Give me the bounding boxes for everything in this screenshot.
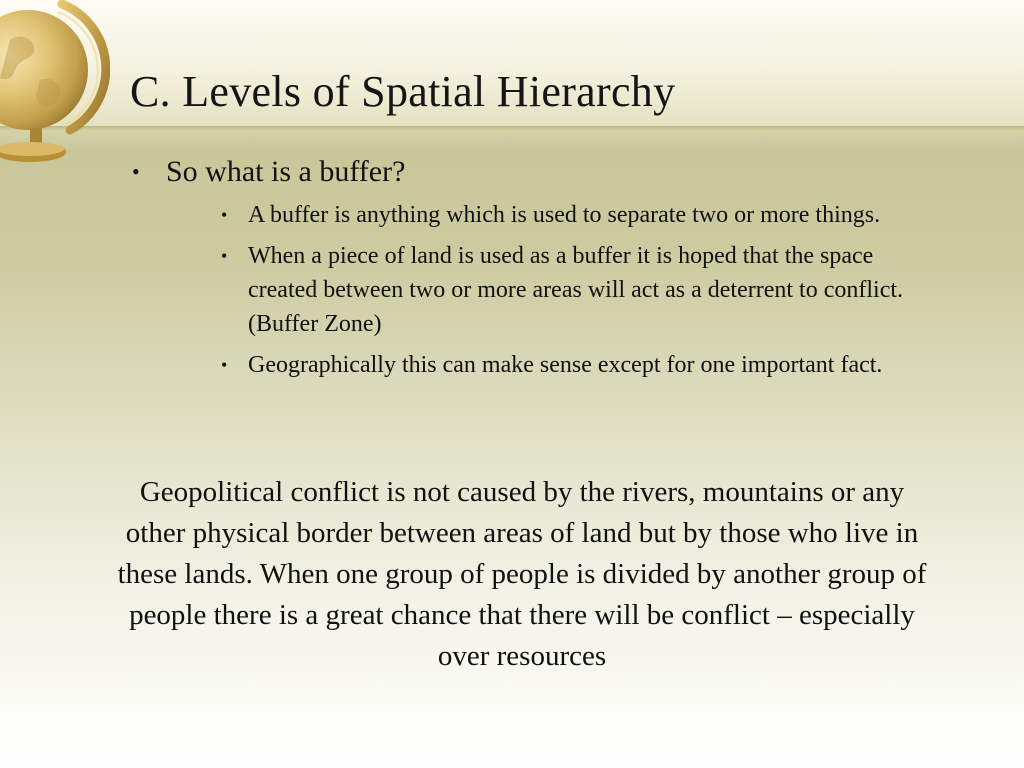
title-divider (0, 126, 1024, 131)
bullet-marker: • (132, 159, 140, 184)
sub-bullet-item (211, 198, 911, 232)
bullet-marker: • (221, 246, 228, 266)
sub-bullet-item (211, 348, 911, 382)
bullet-marker: • (221, 205, 228, 225)
bullet-item (128, 152, 928, 382)
callout-paragraph: Geopolitical conflict is not caused by the rivers, mountains or any other physical border between areas of land but by those who live in these lands. When one group of people is divided by another group of people there is a great chance that there will be conflict – especially over resources (117, 476, 927, 672)
bullet-text: So what is a buffer? (166, 155, 406, 188)
bullet-marker: • (221, 355, 228, 375)
sub-bullet-text: A buffer is anything which is used to separate two or more things. (248, 202, 881, 228)
globe-icon (0, 0, 110, 180)
sub-bullet-text: When a piece of land is used as a buffer it is hoped that the space created between two or more areas will act as a deterrent to conflict. (Buffer Zone) (248, 243, 904, 337)
sub-bullet-list (166, 198, 911, 382)
bullet-list (128, 152, 928, 389)
sub-bullet-text: Geographically this can make sense except for one important fact. (248, 352, 883, 378)
sub-bullet-item (211, 239, 911, 341)
slide-title: C. Levels of Spatial Hierarchy (130, 67, 676, 116)
